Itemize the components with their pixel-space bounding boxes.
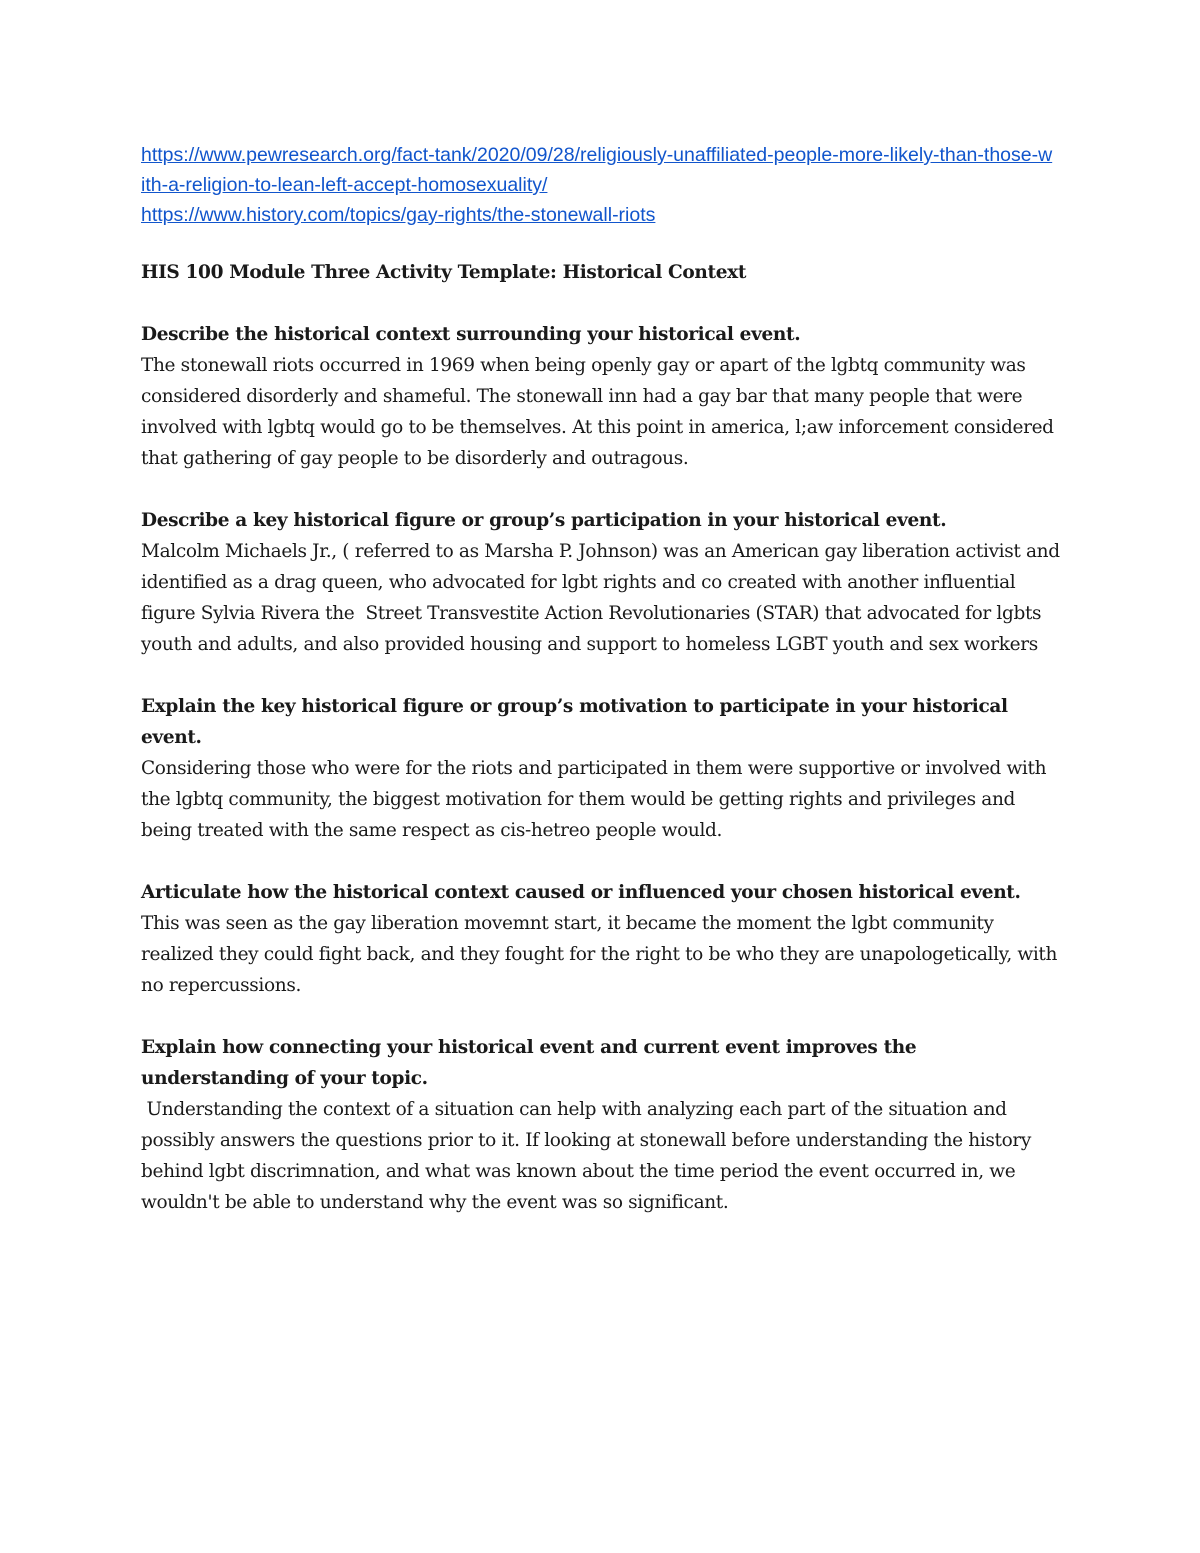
section-body: Understanding the context of a situation can help with analyzing each part of the situation and possibly answers the questions prior to it. If looking at stonewall before understanding the history behind lgbt discrimnation, and what was known about the time period the event occurred in, we wouldn't be able to understand why the event was so significant. — [141, 1099, 1037, 1213]
section-cause — [141, 877, 1061, 1001]
section-heading: Explain how connecting your historical event and current event improves the understanding of your topic. — [141, 1037, 917, 1089]
section-heading: Describe the historical context surrounding your historical event. — [141, 324, 801, 345]
section-heading: Articulate how the historical context caused or influenced your chosen historical event. — [141, 882, 1021, 903]
pew-research-link[interactable]: https://www.pewresearch.org/fact-tank/2020/09/28/religiously-unaffiliated-people-more-likely-than-those-with-a-religion-to-lean-left-accept-homosexuality/ — [141, 144, 1053, 196]
reference-links — [141, 140, 1061, 230]
history-link[interactable]: https://www.history.com/topics/gay-rights/the-stonewall-riots — [141, 204, 656, 226]
section-heading: Explain the key historical figure or group’s motivation to participate in your historical event. — [141, 696, 1008, 748]
section-body: Considering those who were for the riots and participated in them were supportive or involved with the lgbtq community, the biggest motivation for them would be getting rights and privileges and being treated with the same respect as cis-hetreo people would. — [141, 758, 1052, 841]
section-body: Malcolm Michaels Jr., ( referred to as Marsha P. Johnson) was an American gay liberation activist and identified as a drag queen, who advocated for lgbt rights and co created with another influential figure Sylvia Rivera the Street Transvestite Action Revolutionaries (STAR) that advocated for lgbts youth and adults, and also provided housing and support to homeless LGBT youth and sex workers — [141, 541, 1066, 655]
section-connection — [141, 1032, 1061, 1218]
section-motivation — [141, 691, 1061, 846]
section-heading: Describe a key historical figure or group’s participation in your historical event. — [141, 510, 947, 531]
section-body: This was seen as the gay liberation movemnt start, it became the moment the lgbt community realized they could fight back, and they fought for the right to be who they are unapologetically, with no repercussions. — [141, 913, 1063, 996]
section-historical-context — [141, 319, 1061, 474]
document-page — [141, 140, 1066, 1218]
section-body: The stonewall riots occurred in 1969 when being openly gay or apart of the lgbtq community was considered disorderly and shameful. The stonewall inn had a gay bar that many people that were involved with lgbtq would go to be themselves. At this point in america, l;aw inforcement considered that gathering of gay people to be disorderly and outragous. — [141, 355, 1060, 469]
document-title: HIS 100 Module Three Activity Template: Historical Context — [141, 262, 747, 283]
section-key-figure — [141, 505, 1066, 660]
